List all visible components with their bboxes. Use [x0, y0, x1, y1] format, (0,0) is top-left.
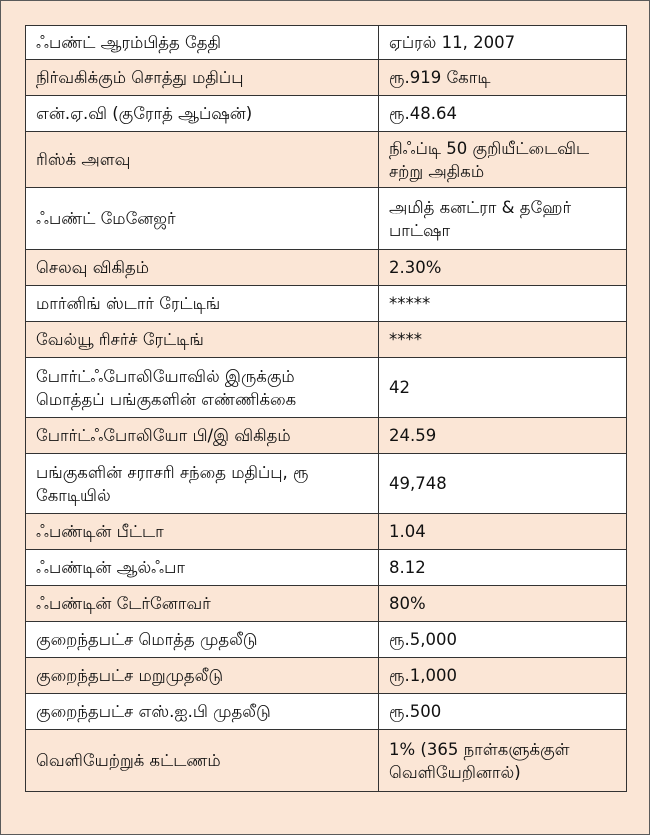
row-value: அமித் கனட்ரா & தஹேர் பாட்ஷா: [379, 188, 627, 250]
row-label: வெளியேற்றுக் கட்டணம்: [26, 730, 379, 792]
table-row: [26, 188, 627, 250]
table-row: [26, 26, 627, 60]
table-row: [26, 622, 627, 658]
row-value: நிஃப்டி 50 குறியீட்டைவிட சற்று அதிகம்: [379, 132, 627, 188]
row-label: ஃபண்டின் ஆல்ஃபா: [26, 550, 379, 586]
row-label: செலவு விகிதம்: [26, 250, 379, 286]
row-label: வேல்யூ ரிசர்ச் ரேட்டிங்: [26, 322, 379, 358]
row-value: 2.30%: [379, 250, 627, 286]
row-value: *****: [379, 286, 627, 322]
table-row: [26, 454, 627, 514]
row-label: போர்ட்ஃபோலியோ பி/இ விகிதம்: [26, 418, 379, 454]
table-row: [26, 132, 627, 188]
row-value: 42: [379, 358, 627, 418]
table-row: [26, 586, 627, 622]
table-row: [26, 286, 627, 322]
row-label: என்.ஏ.வி (குரோத் ஆப்ஷன்): [26, 96, 379, 132]
row-label: ஃபண்ட் மேனேஜர்: [26, 188, 379, 250]
table-row: [26, 418, 627, 454]
table-row: [26, 96, 627, 132]
table-row: [26, 250, 627, 286]
row-label: ஃபண்ட் ஆரம்பித்த தேதி: [26, 26, 379, 60]
table-row: [26, 322, 627, 358]
row-value: ரூ.1,000: [379, 658, 627, 694]
row-value: ரூ.919 கோடி: [379, 60, 627, 96]
row-value: ****: [379, 322, 627, 358]
row-value: 8.12: [379, 550, 627, 586]
row-value: 24.59: [379, 418, 627, 454]
table-row: [26, 514, 627, 550]
row-label: குறைந்தபட்ச எஸ்.ஐ.பி முதலீடு: [26, 694, 379, 730]
table-row: [26, 658, 627, 694]
row-value: 49,748: [379, 454, 627, 514]
table-row: [26, 550, 627, 586]
row-label: போர்ட்ஃபோலியோவில் இருக்கும் மொத்தப் பங்குகளின் எண்ணிக்கை: [26, 358, 379, 418]
table-row: [26, 694, 627, 730]
row-label: நிர்வகிக்கும் சொத்து மதிப்பு: [26, 60, 379, 96]
row-label: மார்னிங் ஸ்டார் ரேட்டிங்: [26, 286, 379, 322]
row-value: ரூ.48.64: [379, 96, 627, 132]
table-row: [26, 358, 627, 418]
row-label: பங்குகளின் சராசரி சந்தை மதிப்பு, ரூ கோடியில்: [26, 454, 379, 514]
row-label: குறைந்தபட்ச மொத்த முதலீடு: [26, 622, 379, 658]
row-value: 1% (365 நாள்களுக்குள் வெளியேறினால்): [379, 730, 627, 792]
row-value: 1.04: [379, 514, 627, 550]
fund-details-table: [25, 25, 627, 792]
row-label: ஃபண்டின் பீட்டா: [26, 514, 379, 550]
table-row: [26, 60, 627, 96]
row-value: 80%: [379, 586, 627, 622]
row-value: ஏப்ரல் 11, 2007: [379, 26, 627, 60]
table-row: [26, 730, 627, 792]
row-label: ஃபண்டின் டேர்னோவர்: [26, 586, 379, 622]
row-value: ரூ.5,000: [379, 622, 627, 658]
row-value: ரூ.500: [379, 694, 627, 730]
row-label: ரிஸ்க் அளவு: [26, 132, 379, 188]
row-label: குறைந்தபட்ச மறுமுதலீடு: [26, 658, 379, 694]
